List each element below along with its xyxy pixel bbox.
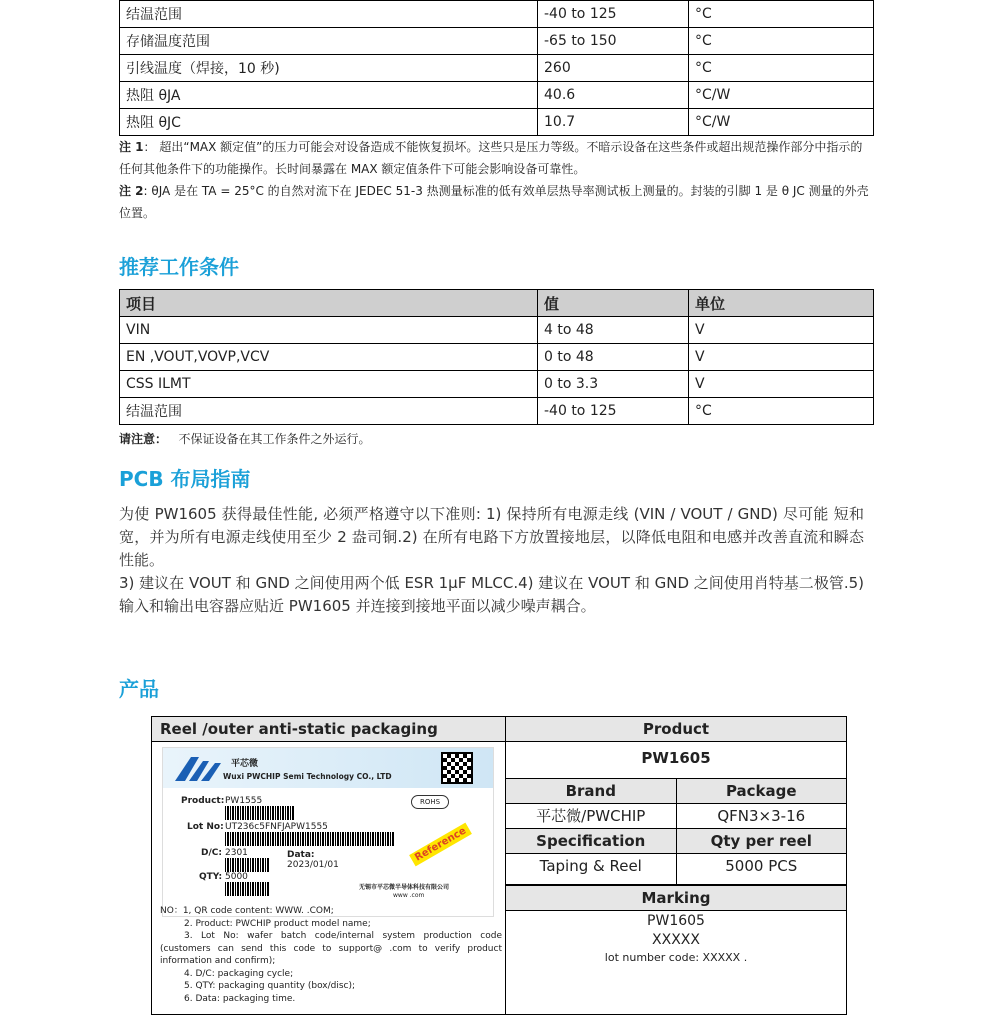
product-header: Product [506, 717, 846, 742]
label-notes [160, 905, 502, 1005]
table-cell: °C/W [689, 82, 874, 109]
table-row [120, 82, 874, 109]
table-row [120, 55, 874, 82]
notes-block [119, 136, 874, 224]
table-cell: 引线温度（焊接，10 秒) [120, 55, 538, 82]
label-web: www .com [393, 892, 425, 899]
table-row [120, 28, 874, 55]
table-cell: -40 to 125 [538, 398, 689, 425]
pcb-title: PCB 布局指南 [119, 467, 251, 491]
barcode-icon [225, 882, 270, 896]
table-cell: VIN [120, 317, 538, 344]
qty-header: Qty per reel [676, 829, 847, 853]
product-model: PW1605 [506, 742, 846, 779]
column-header: 单位 [689, 290, 874, 317]
table-cell: 4 to 48 [538, 317, 689, 344]
rec-note-label: 请注意： [119, 432, 168, 446]
label-lot-key: Lot No: [187, 822, 224, 832]
label-note-item: 6. Data: packaging time. [184, 993, 296, 1004]
spec-qty-header-row [506, 829, 846, 854]
barcode-icon [225, 858, 270, 872]
qty-value: 5000 PCS [676, 854, 847, 884]
package-value: QFN3×3-16 [676, 804, 847, 828]
table-cell: 热阻 θJA [120, 82, 538, 109]
product-info-panel [506, 717, 846, 1014]
rec-title: 推荐工作条件 [119, 255, 239, 279]
label-note-item: 4. D/C: packaging cycle; [184, 968, 294, 979]
label-product-value: PW1555 [225, 796, 263, 806]
product-table [151, 716, 847, 1015]
brand-header: Brand [506, 779, 676, 803]
abs-max-table [119, 0, 874, 136]
table-row [120, 1, 874, 28]
table-cell: V [689, 317, 874, 344]
table-cell: °C [689, 55, 874, 82]
pcb-paragraph [119, 503, 864, 618]
label-company-cn: 无锡市平芯微半导体科技有限公司 [359, 884, 450, 891]
table-row [120, 344, 874, 371]
label-note-item: NO：1, QR code content: WWW. .COM; [160, 906, 334, 916]
spec-value: Taping & Reel [539, 857, 642, 875]
note-1-label: 注 1 [119, 140, 144, 154]
table-cell: °C [689, 1, 874, 28]
marking-line-2: XXXXX [652, 932, 700, 948]
rec-note [119, 430, 370, 447]
table-row [120, 317, 874, 344]
table-row [120, 371, 874, 398]
table-cell: 10.7 [538, 109, 689, 136]
label-lot-value: UT236c5FNFJAPW1555 [225, 822, 328, 832]
table-cell: -40 to 125 [538, 1, 689, 28]
spec-header: Specification [506, 829, 676, 853]
packaging-header: Reel /outer anti-static packaging [152, 717, 505, 742]
table-cell: 热阻 θJC [120, 109, 538, 136]
table-cell: V [689, 371, 874, 398]
pcb-text-2: 3) 建议在 VOUT 和 GND 之间使用两个低 ESR 1μF MLCC.4) 建议在 VOUT 和 GND 之间使用肖特基二极管.5) 输入和输出电容器应贴近 PW1605 并连接到接地平面以减少噪声耦合。 [119, 574, 864, 615]
table-cell: -65 to 150 [538, 28, 689, 55]
table-cell: °C [689, 398, 874, 425]
reel-label-image [162, 747, 494, 917]
product-title: 产品 [119, 677, 159, 701]
brand-value: 平芯微/PWCHIP [536, 807, 646, 825]
marking-line-1: PW1605 [647, 913, 705, 929]
rec-note-text: 不保证设备在其工作条件之外运行。 [178, 432, 371, 446]
label-note-item: 3. Lot No: wafer batch code/internal system production code (customers can send this code to support@ .com to verify product information and confirm); [160, 931, 502, 966]
note-2-text: : θJA 是在 TA = 25°C 的自然对流下在 JEDEC 51-3 热测量标准的低有效单层热导率测试板上测量的。封装的引脚 1 是 θ JC 测量的外壳位置。 [119, 184, 869, 220]
table-cell: EN ,VOUT,VOVP,VCV [120, 344, 538, 371]
marking-header: Marking [506, 885, 846, 911]
note-2 [119, 180, 874, 224]
label-brand-cn: 平芯微 [231, 759, 259, 769]
column-header: 值 [538, 290, 689, 317]
table-row [120, 398, 874, 425]
column-header: 项目 [120, 290, 538, 317]
marking-line-3: lot number code: XXXXX . [604, 951, 748, 964]
table-cell: °C/W [689, 109, 874, 136]
rohs-badge: ROHS [411, 795, 449, 809]
table-cell: 0 to 48 [538, 344, 689, 371]
brand-package-row [506, 804, 846, 829]
label-qty-key: QTY: [199, 872, 223, 882]
brand-package-header-row [506, 779, 846, 804]
label-note-item: 2. Product: PWCHIP product model name; [184, 918, 371, 929]
label-dc-key: D/C: [201, 848, 222, 858]
note-1-text: ： 超出“MAX 额定值”的压力可能会对设备造成不能恢复损坏。这些只是压力等级。不暗示设备在这些条件或超出规范操作部分中指示的任何其他条件下的功能操作。长时间暴露在 MAX 额定值条件下可能会影响设备可靠性。 [119, 140, 863, 176]
label-product-key: Product: [181, 796, 225, 806]
table-cell: 结温范围 [120, 1, 538, 28]
reference-stamp: Reference [409, 823, 472, 867]
packaging-panel [152, 717, 506, 1014]
table-cell: 40.6 [538, 82, 689, 109]
table-cell: CSS ILMT [120, 371, 538, 398]
table-header-row [120, 290, 874, 317]
package-header: Package [676, 779, 847, 803]
label-qty-value: 5000 [225, 872, 248, 882]
table-cell: °C [689, 28, 874, 55]
note-2-label: 注 2 [119, 184, 144, 198]
note-1 [119, 136, 874, 180]
table-cell: V [689, 344, 874, 371]
pcb-text-1: 为使 PW1605 获得最佳性能, 必须严格遵守以下准则: 1) 保持所有电源走线 (VIN / VOUT / GND) 尽可能 短和宽，并为所有电源走线使用至少 2 盎司铜.2) 在所有电路下方放置接地层，以降低电阻和电感并改善直流和瞬态性能。 [119, 505, 864, 569]
label-header [163, 748, 493, 788]
label-company: Wuxi PWCHIP Semi Technology CO., LTD [223, 772, 392, 781]
table-cell: 0 to 3.3 [538, 371, 689, 398]
spec-qty-row [506, 854, 846, 885]
qr-code-icon [441, 752, 473, 784]
barcode-icon [225, 806, 295, 820]
label-note-item: 5. QTY: packaging quantity (box/disc); [184, 981, 356, 991]
barcode-icon [225, 832, 395, 846]
label-data-key: Data: [287, 850, 315, 860]
table-row [120, 109, 874, 136]
label-dc-value: 2301 [225, 848, 248, 858]
table-cell: 260 [538, 55, 689, 82]
label-data-value: 2023/01/01 [287, 860, 339, 870]
table-cell: 结温范围 [120, 398, 538, 425]
rec-table [119, 289, 874, 425]
table-cell: 存储温度范围 [120, 28, 538, 55]
